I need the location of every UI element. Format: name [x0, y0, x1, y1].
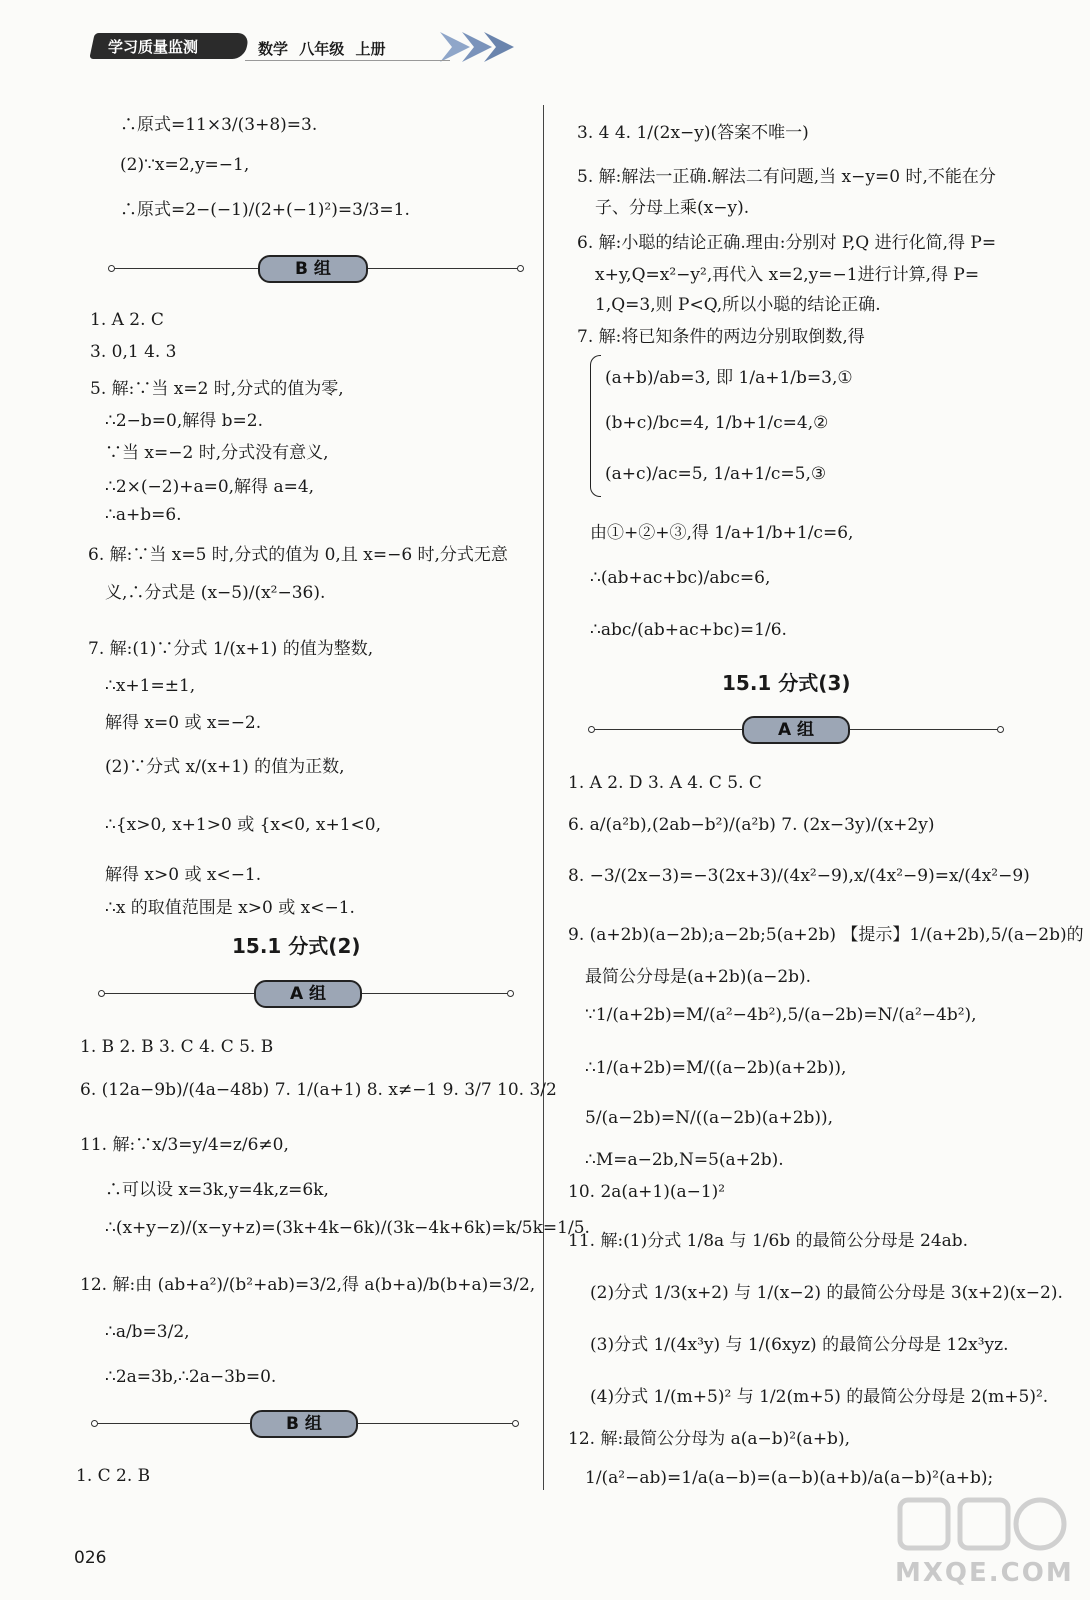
text-line: 1. B 2. B 3. C 4. C 5. B — [80, 1037, 274, 1057]
text-line: ∴a+b=6. — [105, 505, 182, 525]
text-line: 9. (a+2b)(a−2b);a−2b;5(a+2b) 【提示】1/(a+2b),5/(a−2b)的 — [568, 925, 1084, 945]
section-title: 15.1 分式(3) — [722, 671, 851, 695]
text-line: ∴a/b=3/2, — [105, 1322, 190, 1342]
text-line: 6. 解:∵当 x=5 时,分式的值为 0,且 x=−6 时,分式无意 — [88, 545, 508, 565]
text-line: 最简公分母是(a+2b)(a−2b). — [585, 967, 812, 987]
watermark-text: MXQE.COM — [895, 1558, 1074, 1588]
text-line: 10. 2a(a+1)(a−1)² — [568, 1182, 726, 1202]
text-line: ∴M=a−2b,N=5(a+2b). — [585, 1150, 784, 1170]
text-line: ∵当 x=−2 时,分式没有意义, — [105, 443, 329, 463]
group-badge: B 组 — [258, 255, 368, 283]
text-line: 5. 解:∵当 x=2 时,分式的值为零, — [90, 379, 344, 399]
text-line: 1. A 2. D 3. A 4. C 5. C — [568, 773, 762, 793]
text-line: 12. 解:由 (ab+a²)/(b²+ab)=3/2,得 a(b+a)/b(b+a)=3/2, — [80, 1275, 536, 1295]
text-line: (2)∵x=2,y=−1, — [120, 155, 250, 175]
text-line: (a+b)/ab=3, 即 1/a+1/b=3,① — [605, 368, 853, 388]
text-line: 解得 x>0 或 x<−1. — [105, 865, 262, 885]
brace-left — [590, 355, 601, 497]
text-line: ∴x+1=±1, — [105, 676, 196, 696]
text-line: 11. 解:(1)分式 1/8a 与 1/6b 的最简公分母是 24ab. — [568, 1231, 969, 1251]
text-line: 6. (12a−9b)/(4a−48b) 7. 1/(a+1) 8. x≠−1 9. 3/7 10. 3/2 — [80, 1080, 557, 1100]
text-line: 11. 解:∵x/3=y/4=z/6≠0, — [80, 1135, 289, 1155]
header-arrows-icon — [440, 30, 520, 64]
text-line: ∵1/(a+2b)=M/(a²−4b²),5/(a−2b)=N/(a²−4b²), — [585, 1005, 977, 1025]
text-line: 义,∴分式是 (x−5)/(x²−36). — [105, 583, 326, 603]
column-divider — [543, 105, 544, 1490]
text-line: (2)∵分式 x/(x+1) 的值为正数, — [105, 757, 345, 777]
text-line: 子、分母上乘(x−y). — [595, 198, 750, 218]
text-line: ∴{x>0, x+1>0 或 {x<0, x+1<0, — [105, 815, 381, 835]
text-line: 7. 解:(1)∵分式 1/(x+1) 的值为整数, — [88, 639, 374, 659]
header-subject: 数学 八年级 上册 — [258, 40, 386, 58]
text-line: ∴abc/(ab+ac+bc)=1/6. — [590, 620, 787, 640]
text-line: ∴1/(a+2b)=M/((a−2b)(a+2b)), — [585, 1058, 847, 1078]
header-underline — [245, 60, 450, 61]
text-line: 1/(a²−ab)=1/a(a−b)=(a−b)(a+b)/a(a−b)²(a+b); — [585, 1468, 994, 1488]
group-badge: A 组 — [742, 716, 850, 744]
text-line: 7. 解:将已知条件的两边分别取倒数,得 — [577, 327, 865, 347]
text-line: ∴2a=3b,∴2a−3b=0. — [105, 1367, 277, 1387]
section-title: 15.1 分式(2) — [232, 934, 361, 958]
group-badge: A 组 — [254, 980, 362, 1008]
text-line: 1. C 2. B — [76, 1466, 151, 1486]
text-line: 12. 解:最简公分母为 a(a−b)²(a+b), — [568, 1429, 850, 1449]
text-line: 6. 解:小聪的结论正确.理由:分别对 P,Q 进行化简,得 P= — [577, 233, 997, 253]
text-line: 6. a/(a²b),(2ab−b²)/(a²b) 7. (2x−3y)/(x+2y) — [568, 815, 935, 835]
text-line: ∴(x+y−z)/(x−y+z)=(3k+4k−6k)/(3k−4k+6k)=k/5k=1/5. — [105, 1218, 590, 1238]
text-line: (2)分式 1/3(x+2) 与 1/(x−2) 的最简公分母是 3(x+2)(x−2). — [590, 1283, 1063, 1303]
group-badge: B 组 — [250, 1410, 358, 1438]
text-line: ∴原式=2−(−1)/(2+(−1)²)=3/3=1. — [120, 200, 410, 220]
text-line: 解得 x=0 或 x=−2. — [105, 713, 262, 733]
text-line: ∴x 的取值范围是 x>0 或 x<−1. — [105, 898, 355, 918]
text-line: ∴2−b=0,解得 b=2. — [105, 411, 263, 431]
page-number: 026 — [74, 1548, 107, 1568]
text-line: (3)分式 1/(4x³y) 与 1/(6xyz) 的最简公分母是 12x³yz. — [590, 1335, 1009, 1355]
text-line: 5/(a−2b)=N/((a−2b)(a+2b)), — [585, 1108, 834, 1128]
text-line: x+y,Q=x²−y²,再代入 x=2,y=−1进行计算,得 P= — [595, 265, 980, 285]
text-line: ∴原式=11×3/(3+8)=3. — [120, 115, 318, 135]
text-line: ∴2×(−2)+a=0,解得 a=4, — [105, 477, 315, 497]
text-line: 1,Q=3,则 P<Q,所以小聪的结论正确. — [595, 295, 881, 315]
text-line: (b+c)/bc=4, 1/b+1/c=4,② — [605, 413, 829, 433]
text-line: 8. −3/(2x−3)=−3(2x+3)/(4x²−9),x/(4x²−9)=x/(4x²−9) — [568, 866, 1030, 886]
text-line: 3. 0,1 4. 3 — [90, 342, 177, 362]
text-line: 3. 4 4. 1/(2x−y)(答案不唯一) — [577, 123, 809, 143]
text-line: (4)分式 1/(m+5)² 与 1/2(m+5) 的最简公分母是 2(m+5)². — [590, 1387, 1049, 1407]
text-line: 1. A 2. C — [90, 310, 164, 330]
text-line: (a+c)/ac=5, 1/a+1/c=5,③ — [605, 464, 827, 484]
text-line: ∴可以设 x=3k,y=4k,z=6k, — [105, 1180, 329, 1200]
text-line: 5. 解:解法一正确.解法二有问题,当 x−y=0 时,不能在分 — [577, 167, 996, 187]
text-line: 由①+②+③,得 1/a+1/b+1/c=6, — [590, 523, 854, 543]
header-series: 学习质量监测 — [108, 38, 199, 56]
text-line: ∴(ab+ac+bc)/abc=6, — [590, 568, 771, 588]
